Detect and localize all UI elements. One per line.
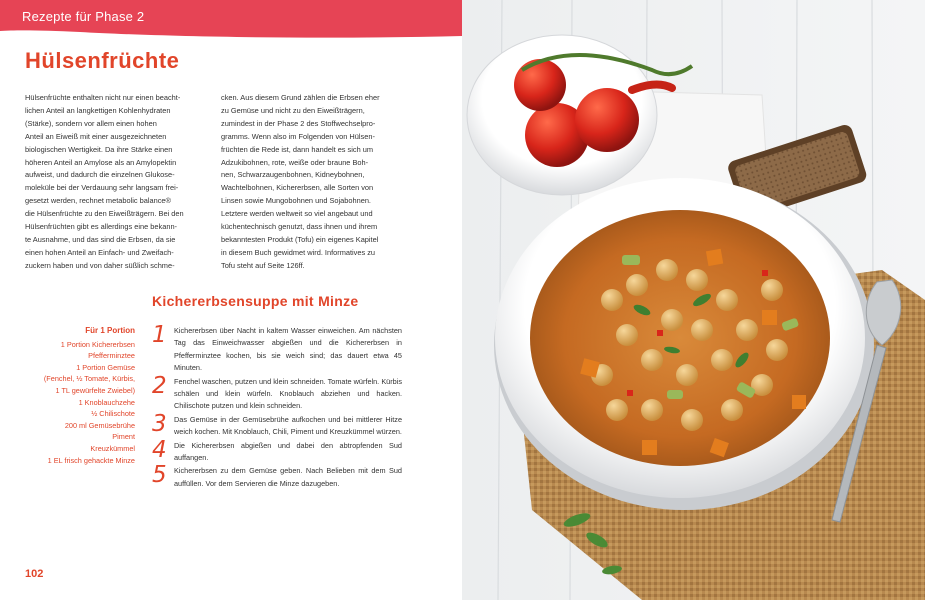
intro-line: biologischen Wertigkeit. Da ihre Stärke einen <box>25 144 173 154</box>
intro-line: in diesem Buch gewidmet wird. Informatives zu <box>221 247 376 257</box>
step-number: 4 <box>152 436 167 463</box>
recipe-step <box>152 436 402 465</box>
intro-line: gramms. Wenn also im Folgenden von Hülsen- <box>221 131 375 141</box>
recipe-title: Kichererbsensuppe mit Minze <box>152 293 359 309</box>
intro-line: (Stärke), sondern vor allem einen hohen <box>25 118 157 128</box>
recipe-step <box>152 322 402 375</box>
recipe-steps <box>152 322 402 490</box>
recipe-step <box>152 410 402 439</box>
intro-line: Linsen sowie Mungobohnen und Sojabohnen. <box>221 196 371 206</box>
ingredient-item: Kreuzkümmel <box>90 443 135 453</box>
intro-line: aufweist, und dadurch die einzelnen Glukose- <box>25 170 175 180</box>
step-text: Die Kichererbsen abgießen und dabei den abtropfenden Sud auffangen. <box>174 440 402 463</box>
intro-line: lichen Anteil an langkettigen Kohlenhydraten <box>25 105 171 115</box>
step-number: 3 <box>152 410 167 437</box>
intro-line: moleküle bei der Verdauung sehr langsam frei- <box>25 183 179 193</box>
intro-line: te Ausnahme, und das sind die Erbsen, da sie <box>25 234 176 244</box>
ingredient-item: (Fenchel, ½ Tomate, Kürbis, <box>43 374 135 384</box>
portion-label: Für 1 Portion <box>85 326 135 335</box>
ingredient-item: 1 EL frisch gehackte Minze <box>47 455 135 465</box>
intro-line: höheren Anteil an Amylose als an Amylopektin <box>25 157 177 167</box>
intro-line: bekanntesten Produkt (Tofu) ein eigenes Kapitel <box>221 234 379 244</box>
recipe-step <box>152 372 402 413</box>
ingredient-item: 1 Portion Gemüse <box>76 362 135 372</box>
step-text: Fenchel waschen, putzen und klein schneiden. Tomate würfeln. Kürbis schälen und klein würfeln. Knoblauch abziehen und hacken. Chilischote putzen und klein schneiden. <box>174 376 402 411</box>
intro-line: früchten die Rede ist, dann handelt es sich um <box>221 144 374 154</box>
intro-line: Adzukibohnen, rote, weiße oder braune Boh- <box>221 157 369 167</box>
intro-line: Tofu steht auf Seite 126ff. <box>221 260 305 270</box>
ingredient-item: Pfefferminztee <box>88 351 135 361</box>
intro-line: küchentechnisch genutzt, dass ihnen und ihrem <box>221 222 378 232</box>
intro-line: Letztere werden weltweit so viel angebaut und <box>221 209 373 219</box>
header-section-title: Rezepte für Phase 2 <box>22 9 145 24</box>
step-number: 2 <box>152 372 167 399</box>
ingredient-item: 1 Knoblauchzehe <box>78 397 135 407</box>
intro-line: nen, Schwarzaugenbohnen, Kidneybohnen, <box>221 170 365 180</box>
intro-line: Hülsenfrüchte enthalten nicht nur einen beacht- <box>25 93 181 102</box>
step-number: 1 <box>152 322 167 348</box>
step-text: Das Gemüse in der Gemüsebrühe aufkochen und bei mittlerer Hitze weich kochen. Mit Knoblauch, Chili, Piment und Kreuzkümmel würzen. <box>174 414 402 437</box>
intro-line: Hülsenfrüchten gibt es allerdings eine bekann- <box>25 222 178 232</box>
ingredient-item: Piment <box>112 432 135 442</box>
intro-line: zuckern haben und von daher süßlich schme- <box>25 260 175 270</box>
ingredient-item: ½ Chilischote <box>91 409 135 419</box>
ingredient-item: 200 ml Gemüsebrühe <box>64 420 135 430</box>
recipe-step <box>152 462 402 490</box>
page-title: Hülsenfrüchte <box>25 48 180 73</box>
intro-line: Wachtelbohnen, Kichererbsen, alle Sorten von <box>221 183 374 193</box>
intro-line: die Hülsenfrüchte zu den Eiweißträgern. Bei den <box>25 209 184 219</box>
page-number: 102 <box>25 568 44 580</box>
intro-line: Anteil an Eiweiß mit einer ausgezeichneten <box>25 131 167 141</box>
step-number: 5 <box>152 462 167 489</box>
ingredient-list <box>20 325 135 466</box>
intro-line: einen hohen Anteil an Einfach- und Zweifach- <box>25 247 174 257</box>
soup-bowl-photo <box>462 0 925 600</box>
ingredient-item: 1 Portion Kichererbsen <box>60 339 135 349</box>
photo-illustration <box>462 0 925 600</box>
intro-line: zu Gemüse und nicht zu den Eiweißträgern, <box>221 105 365 115</box>
intro-column-2 <box>221 92 403 273</box>
intro-line: gesetzt werden, rechnet metabolic balance® <box>25 196 171 206</box>
ingredient-item: 1 TL gewürfelte Zwiebel) <box>55 385 135 395</box>
intro-column-1 <box>25 92 207 273</box>
intro-line: cken. Aus diesem Grund zählen die Erbsen eher <box>221 93 380 102</box>
step-text: Kichererbsen zu dem Gemüse geben. Nach Belieben mit dem Sud auffüllen. Vor dem Servieren die Minze dazugeben. <box>174 466 402 488</box>
intro-line: zumindest in der Phase 2 des Stoffwechselpro- <box>221 118 376 128</box>
step-text: Kichererbsen über Nacht in kaltem Wasser einweichen. Am nächsten Tag das Einweichwasser abgießen und die Kichererbsen in Pfefferminztee kochen, bis sie weich sind; das dauert etwa 45 Minuten. <box>174 326 402 373</box>
